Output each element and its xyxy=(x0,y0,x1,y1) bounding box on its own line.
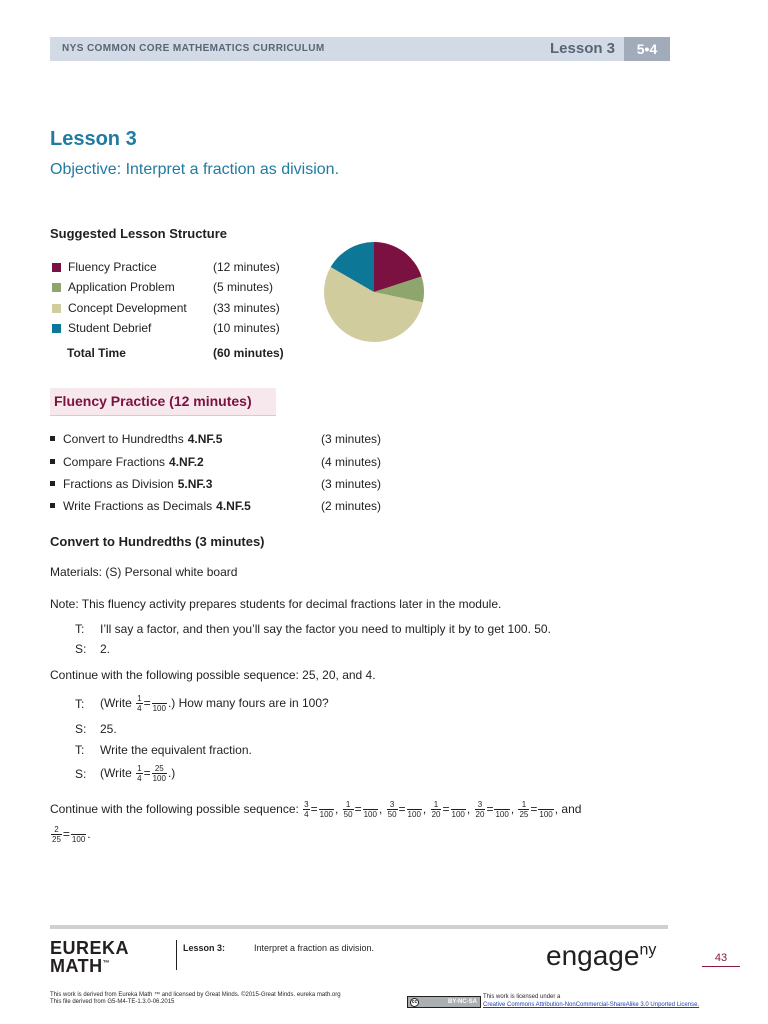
convert-heading: Convert to Hundredths (3 minutes) xyxy=(50,534,265,549)
student-line: 2. xyxy=(100,642,111,656)
derived-notice: This work is derived from Eureka Math ™ and licensed by Great Minds. ©2015-Great Minds. eureka math.org xyxy=(50,992,341,998)
footer-separator xyxy=(176,940,177,970)
speaker-student: S: xyxy=(75,722,87,736)
structure-item-label: Concept Development xyxy=(68,301,187,315)
teacher-line: Write the equivalent fraction. xyxy=(100,743,252,757)
fraction: $\frac{1}{4}$ xyxy=(137,764,142,784)
teacher-line: I’ll say a factor, and then you’ll say the factor you need to multiply it by to get 100. 50. xyxy=(100,622,551,636)
fraction: $\frac{3}{20}$ xyxy=(475,800,485,820)
fraction: $\frac{25}{100}$ xyxy=(152,764,166,784)
eureka-math-logo: EUREKA MATH™ xyxy=(50,938,130,976)
legend-swatch xyxy=(52,324,61,333)
structure-item-time: (33 minutes) xyxy=(213,301,280,315)
speaker-teacher: T: xyxy=(75,743,85,757)
cc-icon: cc xyxy=(411,999,418,1005)
curriculum-header xyxy=(50,37,670,61)
student-line-prefix: (Write xyxy=(100,766,132,780)
fraction-sequence: Continue with the following possible sequence: $\frac{3}{4}$ = 100 , $\frac{1}{50}$ = 100 , $\frac{3}{50}$ = 100 , $\frac{1}{20}$ = 100 , $\frac{3}{20}$ = 100 , $\frac{1}{25}$ = 100 , and xyxy=(50,800,582,820)
lesson-title: Lesson 3 xyxy=(50,128,137,150)
engageny-logo: engage$^{ny}$ xyxy=(546,940,657,971)
curriculum-name: NYS COMMON CORE MATHEMATICS CURRICULUM xyxy=(62,43,325,54)
header-module-badge: 5•4 xyxy=(624,37,670,61)
fluency-section-banner xyxy=(50,388,276,416)
fraction: 100 xyxy=(363,800,378,819)
speaker-student: S: xyxy=(75,642,87,656)
fraction: $\frac{1}{4}$ xyxy=(137,694,142,714)
speaker-student: S: xyxy=(75,767,87,781)
fluency-item-label: Fractions as Division xyxy=(63,477,174,491)
fluency-item-time: (4 minutes) xyxy=(321,455,382,469)
fluency-item xyxy=(50,455,450,471)
structure-item-time: (10 minutes) xyxy=(213,321,280,335)
speaker-teacher: T: xyxy=(75,697,85,711)
legend-swatch xyxy=(52,263,61,272)
fluency-item-time: (3 minutes) xyxy=(321,432,382,446)
teacher-line: (Write $\frac{1}{4}$ = 100 .) How many fours are in 100? xyxy=(100,694,329,714)
total-time-value: (60 minutes) xyxy=(213,346,284,360)
structure-item-time: (5 minutes) xyxy=(213,280,274,294)
answer-blank xyxy=(152,694,167,704)
teacher-line-suffix: .) How many fours are in 100? xyxy=(167,696,329,710)
legend-swatch xyxy=(52,283,61,292)
fluency-item xyxy=(50,432,450,448)
license-link[interactable]: Creative Commons Attribution-NonCommercial-ShareAlike 3.0 Unported License. xyxy=(483,1002,700,1008)
lesson-objective: Objective: Interpret a fraction as division. xyxy=(50,161,340,178)
bullet-icon xyxy=(50,459,55,464)
fluency-item-standard: 4.NF.5 xyxy=(216,499,251,513)
structure-heading: Suggested Lesson Structure xyxy=(50,226,227,241)
legend-swatch xyxy=(52,304,61,313)
fluency-item-time: (3 minutes) xyxy=(321,477,382,491)
student-line: 25. xyxy=(100,722,117,736)
teacher-line-prefix: (Write xyxy=(100,696,132,710)
fraction: $\frac{1}{25}$ xyxy=(519,800,529,820)
fraction: 100 xyxy=(538,800,553,819)
total-time-label: Total Time xyxy=(67,346,126,360)
structure-item-label: Fluency Practice xyxy=(68,260,157,274)
fraction: $\frac{1}{20}$ xyxy=(431,800,441,820)
fraction: 100 xyxy=(152,694,167,713)
footer-lesson: Lesson 3: xyxy=(183,943,226,953)
fluency-item-label: Write Fractions as Decimals xyxy=(63,499,213,513)
fluency-item-standard: 4.NF.2 xyxy=(169,455,204,469)
bullet-icon xyxy=(50,436,55,441)
lesson-structure-pie-chart xyxy=(322,240,426,344)
fraction: $\frac{3}{4}$ xyxy=(304,800,309,820)
footer-objective: Interpret a fraction as division. xyxy=(254,943,375,953)
header-lesson: Lesson 3 xyxy=(550,40,616,57)
footer-divider xyxy=(50,925,668,929)
continue-sequence-text: Continue with the following possible sequence: 25, 20, and 4. xyxy=(50,668,376,682)
file-derived-notice: This file derived from G5-M4-TE-1.3.0-06.2015 xyxy=(50,999,175,1005)
fluency-item xyxy=(50,499,450,515)
fluency-item-standard: 5.NF.3 xyxy=(177,477,213,491)
fluency-item-standard: 4.NF.5 xyxy=(187,432,223,446)
speaker-teacher: T: xyxy=(75,622,85,636)
fraction: $\frac{2}{25}$ xyxy=(52,825,61,845)
materials-text: Materials: (S) Personal white board xyxy=(50,565,238,579)
fraction: $\frac{1}{50}$ xyxy=(343,800,353,820)
license-text: This work is licensed under a xyxy=(483,994,561,1000)
fluency-item-label: Convert to Hundredths xyxy=(63,432,184,446)
student-line: (Write $\frac{1}{4}$ = $\frac{25}{100}$ .) xyxy=(100,764,176,784)
fraction: 100 xyxy=(319,800,334,819)
continue-sequence-text: Continue with the following possible sequence: xyxy=(50,802,299,816)
fraction: 100 xyxy=(494,800,509,819)
page-number: 43 xyxy=(702,952,740,967)
fluency-heading: Fluency Practice (12 minutes) xyxy=(54,393,252,409)
note-text: Note: This fluency activity prepares students for decimal fractions later in the module. xyxy=(50,597,502,611)
fraction: 100 xyxy=(407,800,422,819)
bullet-icon xyxy=(50,481,55,486)
fluency-item-label: Compare Fractions xyxy=(63,455,166,469)
bullet-icon xyxy=(50,503,55,508)
student-line-suffix: .) xyxy=(167,766,176,780)
structure-item-label: Student Debrief xyxy=(68,321,152,335)
fraction: $\frac{3}{50}$ xyxy=(387,800,397,820)
structure-item-time: (12 minutes) xyxy=(213,260,280,274)
structure-item-label: Application Problem xyxy=(68,280,175,294)
fraction: 100 xyxy=(451,800,466,819)
fluency-item xyxy=(50,477,450,493)
fluency-item-time: (2 minutes) xyxy=(321,499,382,513)
fraction: 100 xyxy=(71,825,86,844)
creative-commons-badge[interactable]: cc BY-NC-SA xyxy=(407,996,481,1008)
fraction-sequence-continued: $\frac{2}{25}$ = 100 . xyxy=(52,825,91,845)
